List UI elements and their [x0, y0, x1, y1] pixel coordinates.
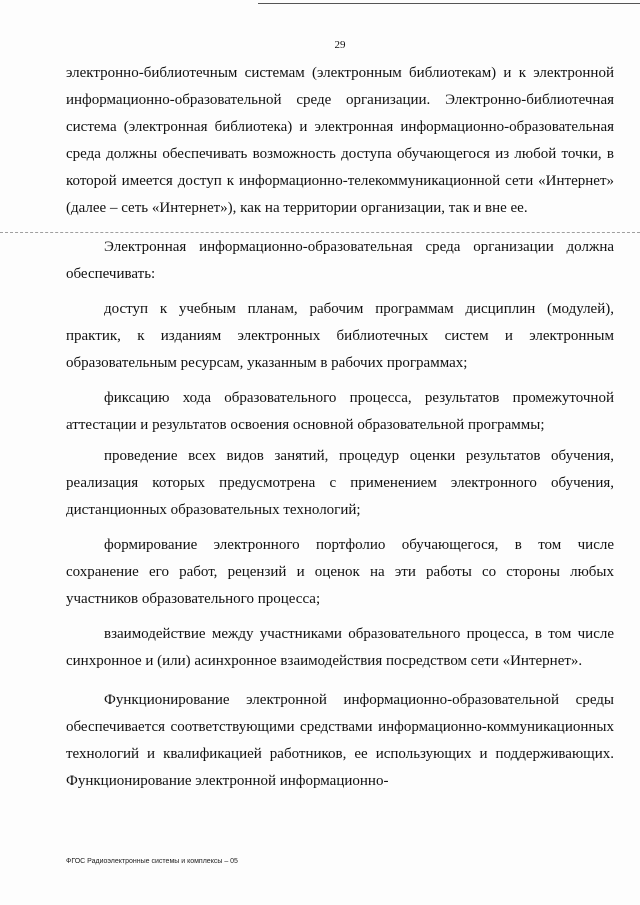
paragraph-continuation: электронно-библиотечным системам (электронным библиотекам) и к электронной информационно-образовательной среде организации. Электронно-библиотечная система (электронная библиотека) и электронная информационно-образовательная среда должны обеспечивать возможность доступа обучающегося из любой точки, в которой имеется доступ к информационно-телекоммуникационной сети «Интернет» (далее – сеть «Интернет»), как на территории организации, так и вне ее.: [66, 65, 614, 216]
document-body: [66, 60, 614, 795]
top-border-line: [258, 3, 640, 4]
page-number: 29: [334, 39, 346, 51]
list-item-tracking: фиксацию хода образовательного процесса, результатов промежуточной аттестации и результатов освоения основной образовательной программы;: [66, 390, 614, 433]
paragraph-closing: Функционирование электронной информационно-образовательной среды обеспечивается соответствующими средствами информационно-коммуникационных технологий и квалификацией работников, ее использующих и поддерживающих. Функционирование электронной информационно-: [66, 692, 614, 789]
list-item-interaction: взаимодействие между участниками образовательного процесса, в том числе синхронное и (или) асинхронное взаимодействия посредством сети «Интернет».: [66, 626, 614, 669]
footer-caption: ФГОС Радиоэлектронные системы и комплексы – 05: [66, 858, 238, 865]
list-item-access: доступ к учебным планам, рабочим программам дисциплин (модулей), практик, к изданиям электронных библиотечных систем и электронным образовательным ресурсам, указанным в рабочих программах;: [66, 301, 614, 371]
list-item-classes: проведение всех видов занятий, процедур оценки результатов обучения, реализация которых предусмотрена с применением электронного обучения, дистанционных образовательных технологий;: [66, 448, 614, 518]
list-item-portfolio: формирование электронного портфолио обучающегося, в том числе сохранение его работ, рецензий и оценок на эти работы со стороны любых участников образовательного процесса;: [66, 537, 614, 607]
paragraph-intro: Электронная информационно-образовательная среда организации должна обеспечивать:: [66, 239, 614, 282]
